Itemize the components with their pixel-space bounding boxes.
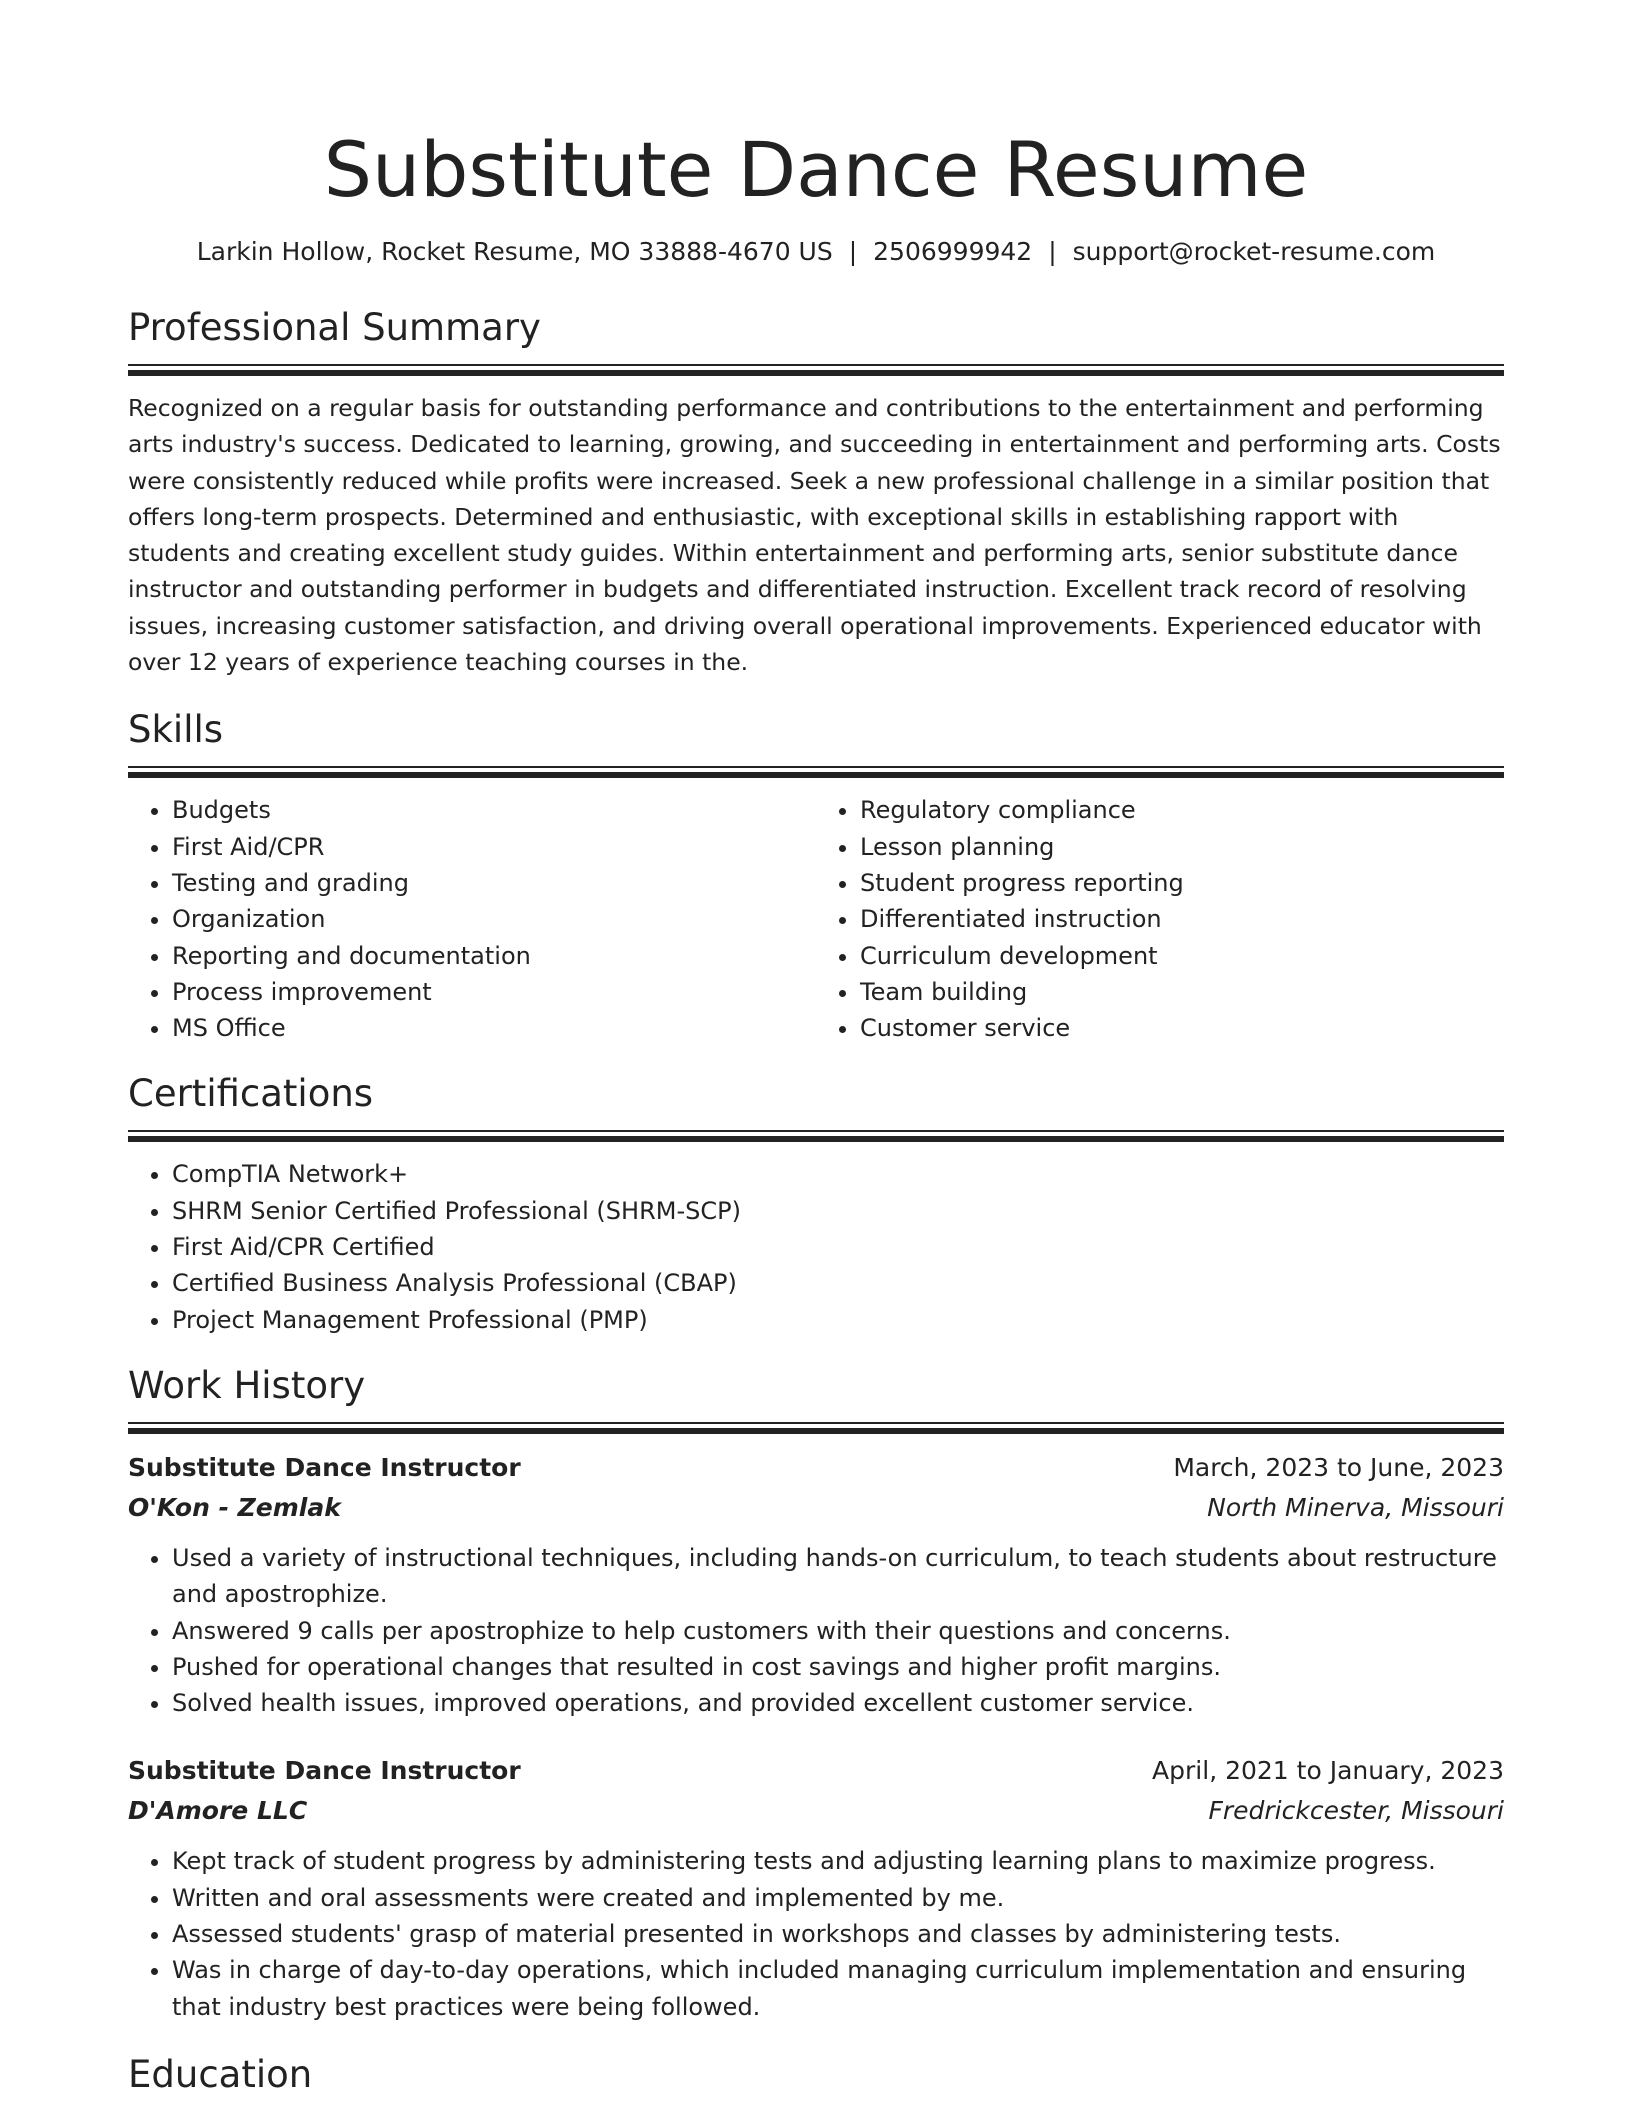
- job-header: [128, 1448, 1504, 1488]
- job-location: North Minerva, Missouri: [1207, 1492, 1504, 1522]
- list-item: • Team building: [860, 974, 1504, 1010]
- summary-section: [128, 302, 1504, 680]
- list-item: • Curriculum development: [860, 938, 1504, 974]
- skills-columns: [128, 792, 1504, 1046]
- job-company: D'Amore LLC: [128, 1796, 308, 1826]
- job-bullets: [128, 1540, 1504, 1721]
- skills-list-left: [128, 792, 816, 1046]
- contact-address: Larkin Hollow, Rocket Resume, MO 33888-4670 US: [196, 237, 833, 266]
- list-item: • Testing and grading: [172, 865, 816, 901]
- skills-section: [128, 704, 1504, 1046]
- job-company: O'Kon - Zemlak: [128, 1492, 341, 1522]
- section-title-skills: Skills: [128, 708, 224, 752]
- certifications-list: [128, 1156, 1504, 1337]
- resume-name: Substitute Dance Resume: [323, 125, 1309, 214]
- section-title-summary: Professional Summary: [128, 306, 541, 349]
- list-item: • Regulatory compliance: [860, 792, 1504, 828]
- list-item: • Kept track of student progress by administering tests and adjusting learning plans to maximize progress.: [172, 1843, 1504, 1879]
- list-item: • SHRM Senior Certified Professional (SHRM-SCP): [172, 1193, 1504, 1229]
- contact-phone: 2506999942: [873, 237, 1033, 266]
- list-item: • CompTIA Network+: [172, 1156, 1504, 1192]
- list-item: • Answered 9 calls per apostrophize to help customers with their questions and concerns.: [172, 1613, 1504, 1649]
- section-title-work-history: Work History: [128, 1363, 366, 1407]
- list-item: • Lesson planning: [860, 829, 1504, 865]
- list-item: • Was in charge of day-to-day operations, which included managing curriculum implementation and ensuring that industry best practices were being followed.: [172, 1952, 1504, 2025]
- job-entry: [128, 1751, 1504, 2024]
- skills-list-right: [816, 792, 1504, 1046]
- job-bullets: [128, 1843, 1504, 2024]
- list-item: • Differentiated instruction: [860, 901, 1504, 937]
- list-item: • First Aid/CPR: [172, 829, 816, 865]
- job-dates: April, 2021 to January, 2023: [1152, 1756, 1504, 1786]
- section-divider: [128, 1422, 1504, 1434]
- list-item: • Certified Business Analysis Professional (CBAP): [172, 1265, 1504, 1301]
- list-item: • MS Office: [172, 1010, 816, 1046]
- section-divider: [128, 364, 1504, 376]
- list-item: • Pushed for operational changes that resulted in cost savings and higher profit margins.: [172, 1649, 1504, 1685]
- job-entry: [128, 1448, 1504, 1721]
- education-section: [128, 2049, 1504, 2101]
- list-item: • Used a variety of instructional techniques, including hands-on curriculum, to teach students about restructure and apostrophize.: [172, 1540, 1504, 1613]
- job-location: Fredrickcester, Missouri: [1208, 1796, 1504, 1826]
- list-item: • Written and oral assessments were created and implemented by me.: [172, 1880, 1504, 1916]
- section-title-education: Education: [128, 2052, 313, 2096]
- section-divider: [128, 766, 1504, 778]
- job-title: Substitute Dance Instructor: [128, 1756, 521, 1786]
- job-subheader: [128, 1791, 1504, 1831]
- list-item: • Assessed students' grasp of material presented in workshops and classes by administering tests.: [172, 1916, 1504, 1952]
- list-item: • Project Management Professional (PMP): [172, 1302, 1504, 1338]
- list-item: • Customer service: [860, 1010, 1504, 1046]
- job-header: [128, 1751, 1504, 1791]
- list-item: • Student progress reporting: [860, 865, 1504, 901]
- list-item: • Process improvement: [172, 974, 816, 1010]
- contact-separator: |: [848, 237, 858, 266]
- work-history-section: [128, 1360, 1504, 2025]
- list-item: • Reporting and documentation: [172, 938, 816, 974]
- list-item: • Organization: [172, 901, 816, 937]
- job-subheader: [128, 1488, 1504, 1528]
- list-item: • First Aid/CPR Certified: [172, 1229, 1504, 1265]
- contact-line: [128, 232, 1504, 272]
- job-dates: March, 2023 to June, 2023: [1173, 1452, 1504, 1482]
- contact-email: support@rocket-resume.com: [1072, 237, 1436, 266]
- list-item: • Budgets: [172, 792, 816, 828]
- section-title-certifications: Certifications: [128, 1072, 374, 1116]
- job-title: Substitute Dance Instructor: [128, 1452, 521, 1482]
- certifications-section: [128, 1068, 1504, 1337]
- list-item: • Solved health issues, improved operations, and provided excellent customer service.: [172, 1685, 1504, 1721]
- section-divider: [128, 1130, 1504, 1142]
- contact-separator: |: [1048, 237, 1057, 266]
- summary-text: Recognized on a regular basis for outstanding performance and contributions to the entertainment and performing arts industry's success. Dedicated to learning, growing, and succeeding in entertainment and performing arts. Costs were consistently reduced while profits were increased. Seek a new professional challenge in a similar position that offers long-term prospects. Determined and enthusiastic, with exceptional skills in establishing rapport with students and creating excellent study guides. Within entertainment and performing arts, senior substitute dance instructor and outstanding performer in budgets and differentiated instruction. Excellent track record of resolving issues, increasing customer satisfaction, and driving overall operational improvements. Experienced educator with over 12 years of experience teaching courses in the.: [128, 394, 1501, 677]
